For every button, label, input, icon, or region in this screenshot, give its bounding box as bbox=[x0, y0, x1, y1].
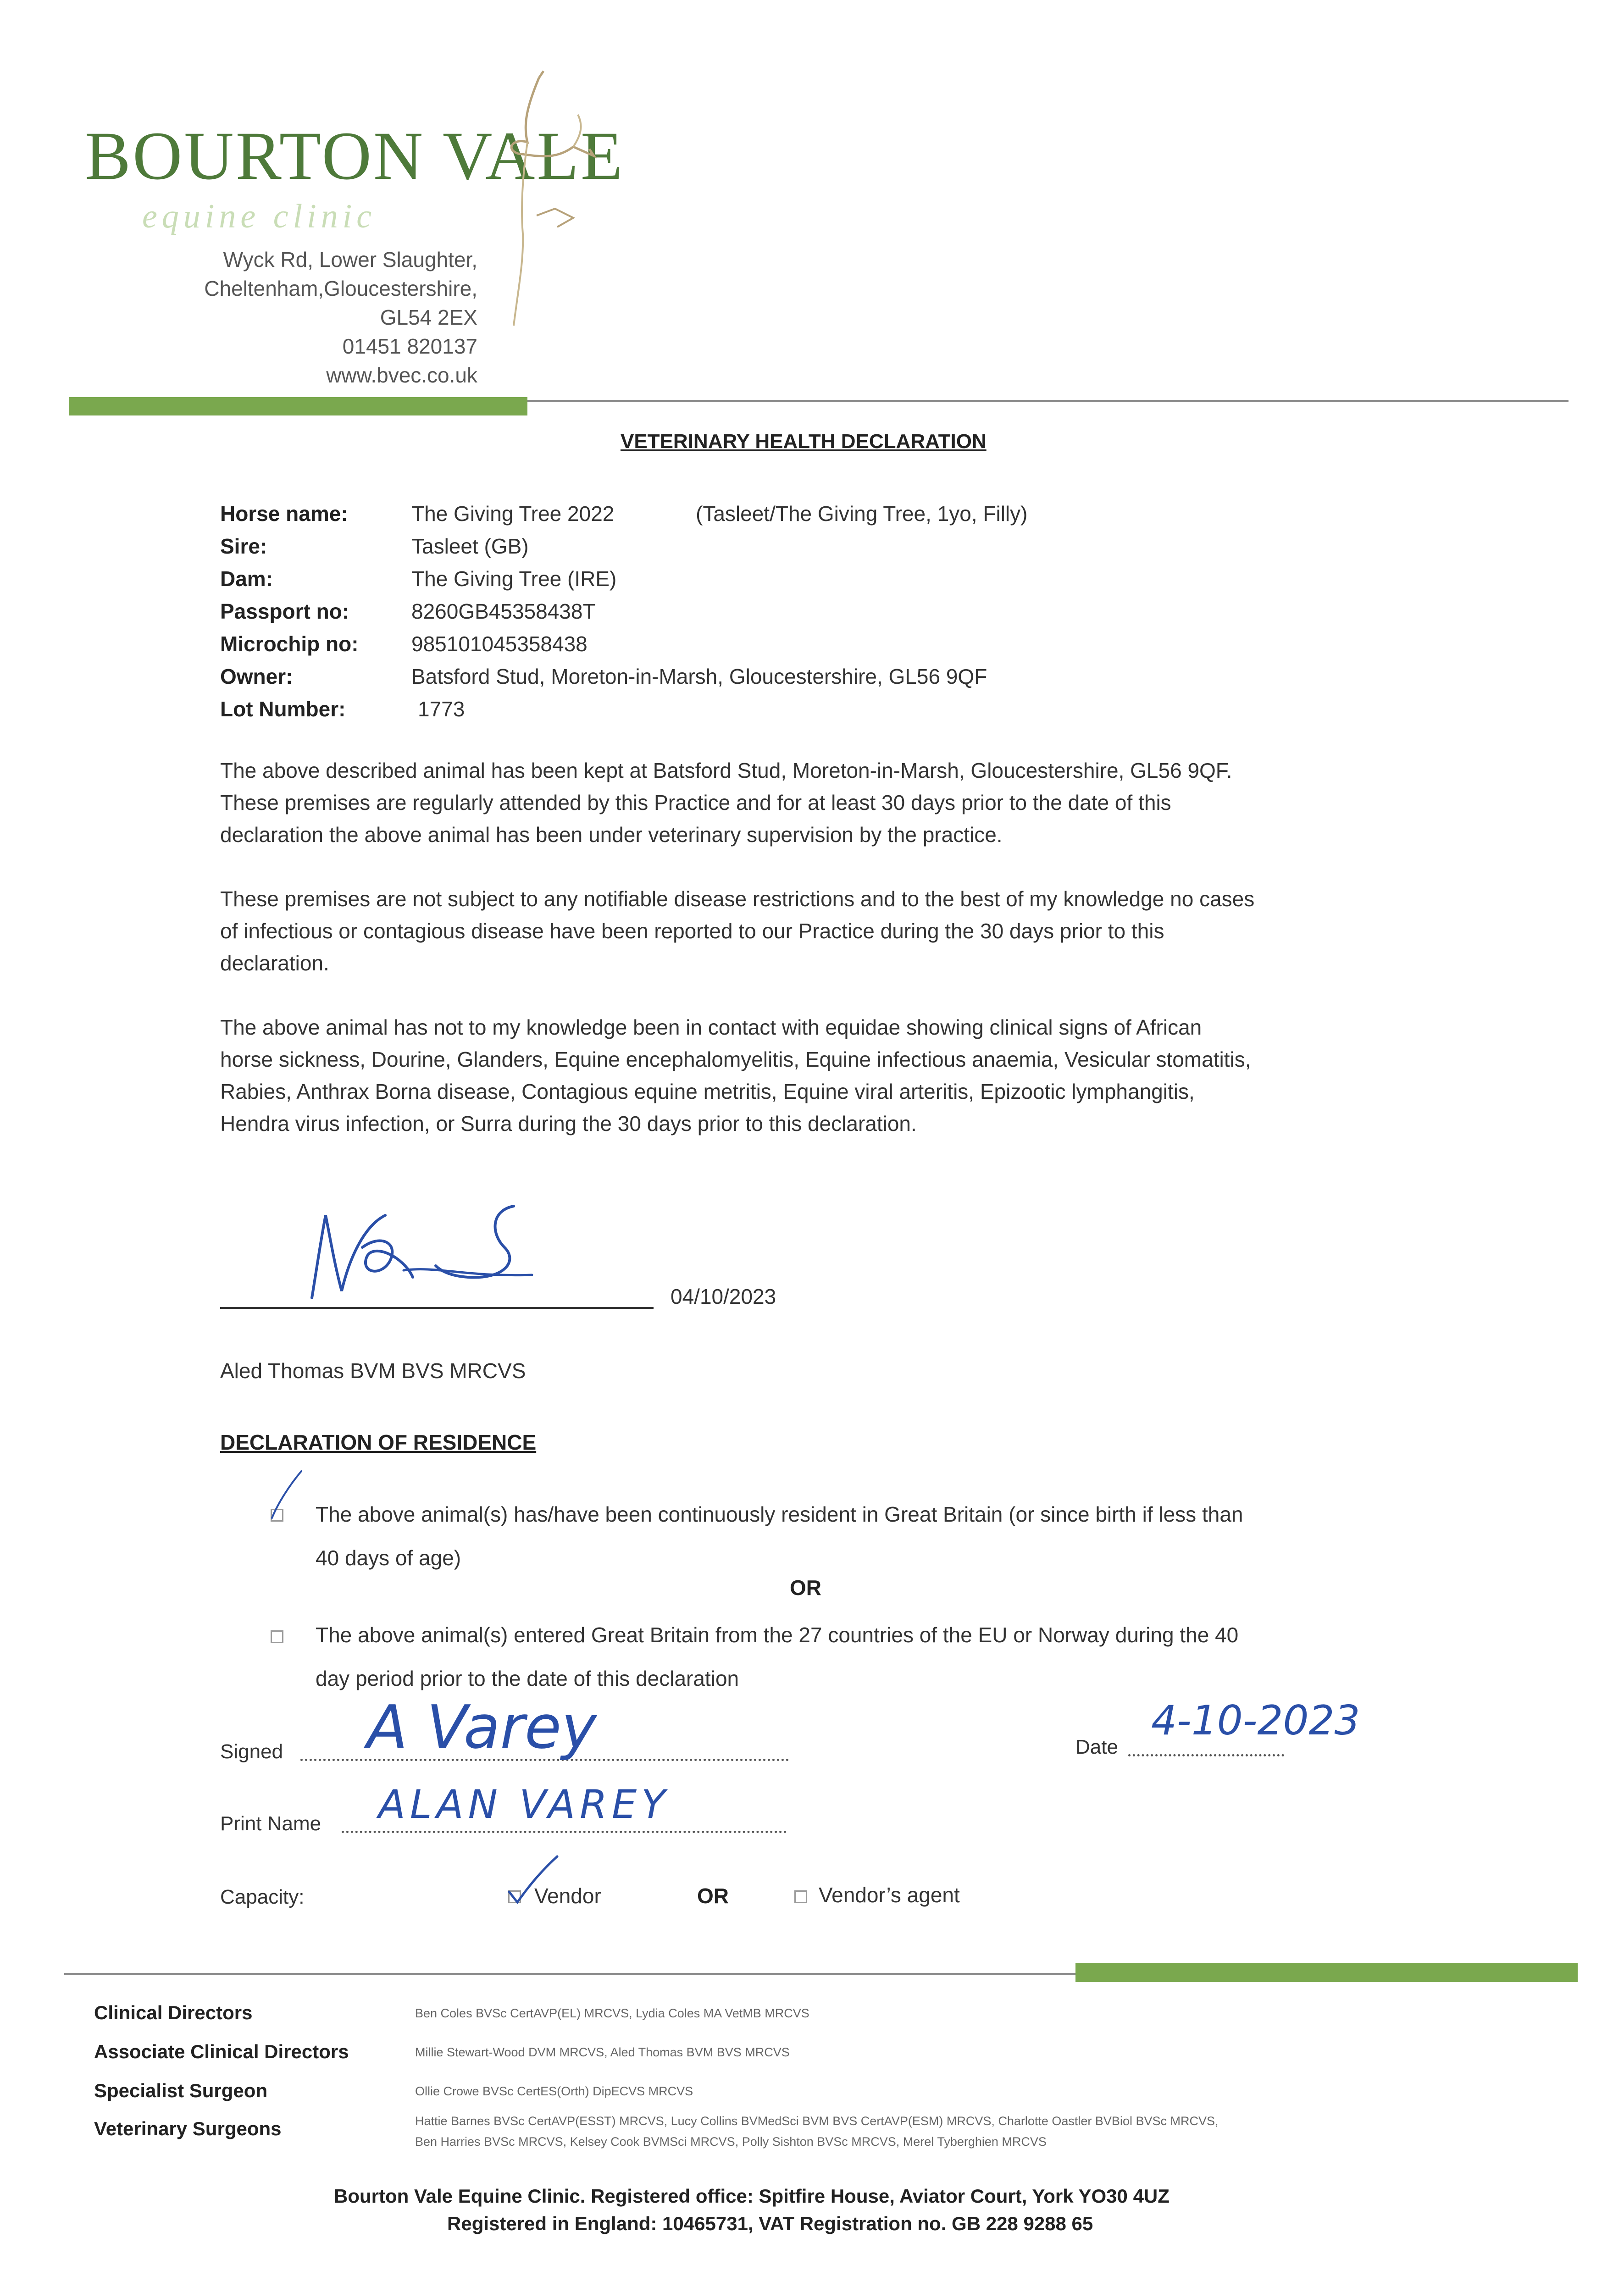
header-green-bar bbox=[69, 397, 527, 415]
text-line: Hendra virus infection, or Surra during the 30 days prior to this declaration. bbox=[220, 1112, 917, 1135]
footer-value: Hattie Barnes BVSc CertAVP(ESST) MRCVS, Lucy Collins BVMedSci BVM BVS CertAVP(ESM) MRCVS, Charlotte Oastler BVBiol BVSc MRCVS, bbox=[415, 2114, 1219, 2128]
document-title: VETERINARY HEALTH DECLARATION bbox=[621, 430, 987, 453]
premises-paragraph bbox=[220, 754, 1436, 851]
lot-number-label: Lot Number: bbox=[220, 697, 346, 721]
text-line: The above animal has not to my knowledge been in contact with equidae showing clinical signs of African bbox=[220, 1015, 1202, 1039]
footer-value: Ben Harries BVSc MRCVS, Kelsey Cook BVMSci MRCVS, Polly Sishton BVSc MRCVS, Merel Tyberghien MRCVS bbox=[415, 2135, 1047, 2149]
lot-number-value: 1773 bbox=[418, 697, 465, 721]
contact-paragraph bbox=[220, 1011, 1436, 1140]
text-line: The above described animal has been kept at Batsford Stud, Moreton-in-Marsh, Gloucestershire, GL56 9QF. bbox=[220, 759, 1232, 782]
passport-value: 8260GB45358438T bbox=[411, 599, 596, 623]
vendor-date: 4-10-2023 bbox=[1151, 1697, 1360, 1744]
header-divider bbox=[527, 400, 1569, 402]
text-line: Rabies, Anthrax Borna disease, Contagious equine metritis, Equine viral arteritis, Epizootic lymphangitis, bbox=[220, 1080, 1195, 1103]
checkmark-icon bbox=[268, 1468, 305, 1527]
horse-name-value: The Giving Tree 2022 bbox=[411, 502, 615, 526]
residence-or: OR bbox=[790, 1576, 821, 1600]
text-line: The above animal(s) entered Great Britain from the 27 countries of the EU or Norway during the 40 bbox=[316, 1623, 1239, 1647]
print-name-line bbox=[342, 1831, 787, 1833]
vendors-agent-checkbox[interactable] bbox=[794, 1890, 807, 1903]
address-phone: 01451 820137 bbox=[342, 334, 477, 358]
text-line: day period prior to the date of this declaration bbox=[316, 1667, 739, 1690]
capacity-label: Capacity: bbox=[220, 1886, 305, 1908]
vendors-agent-option: Vendor’s agent bbox=[819, 1883, 960, 1907]
horse-head-logo-icon bbox=[477, 69, 615, 330]
vet-date: 04/10/2023 bbox=[671, 1285, 776, 1308]
clinic-subtitle: equine clinic bbox=[142, 198, 377, 235]
text-line: 40 days of age) bbox=[316, 1546, 461, 1570]
footer-green-bar bbox=[1075, 1963, 1578, 1982]
horse-name-note: (Tasleet/The Giving Tree, 1yo, Filly) bbox=[696, 502, 1028, 526]
footer-label: Specialist Surgeon bbox=[94, 2080, 268, 2101]
signed-label: Signed bbox=[220, 1740, 283, 1763]
text-line: These premises are not subject to any notifiable disease restrictions and to the best of my knowledge no cases bbox=[220, 887, 1255, 911]
address-website[interactable]: www.bvec.co.uk bbox=[326, 363, 477, 387]
footer-value: Ollie Crowe BVSc CertES(Orth) DipECVS MRCVS bbox=[415, 2084, 693, 2098]
registered-office: Bourton Vale Equine Clinic. Registered office: Spitfire House, Aviator Court, York YO30 4UZ bbox=[334, 2185, 1170, 2207]
capacity-or: OR bbox=[697, 1884, 729, 1908]
date-line bbox=[1128, 1754, 1284, 1756]
entered-gb-option-text bbox=[316, 1613, 1238, 1700]
entered-gb-checkbox[interactable] bbox=[271, 1630, 283, 1643]
owner-label: Owner: bbox=[220, 665, 293, 688]
sire-label: Sire: bbox=[220, 534, 267, 558]
text-line: horse sickness, Dourine, Glanders, Equine encephalomyelitis, Equine infectious anaemia, Vesicular stomatitis, bbox=[220, 1047, 1251, 1071]
footer-label: Veterinary Surgeons bbox=[94, 2118, 282, 2139]
vendor-print-name: ALAN VAREY bbox=[378, 1782, 670, 1828]
footer-value: Millie Stewart-Wood DVM MRCVS, Aled Thomas BVM BVS MRCVS bbox=[415, 2045, 790, 2059]
footer-value: Ben Coles BVSc CertAVP(EL) MRCVS, Lydia Coles MA VetMB MRCVS bbox=[415, 2006, 809, 2020]
vet-signature-line bbox=[220, 1307, 654, 1309]
date-label: Date bbox=[1075, 1736, 1118, 1758]
vet-signature bbox=[275, 1197, 560, 1312]
dam-label: Dam: bbox=[220, 567, 273, 591]
text-line: declaration the above animal has been under veterinary supervision by the practice. bbox=[220, 823, 1003, 847]
resident-gb-option-text bbox=[316, 1493, 1243, 1580]
text-line: of infectious or contagious disease have been reported to our Practice during the 30 days prior to this bbox=[220, 919, 1164, 943]
address-line: Wyck Rd, Lower Slaughter, bbox=[223, 248, 477, 271]
text-line: declaration. bbox=[220, 951, 329, 975]
address-line: Cheltenham,Gloucestershire, bbox=[204, 277, 477, 300]
footer-label: Clinical Directors bbox=[94, 2002, 253, 2023]
owner-value: Batsford Stud, Moreton-in-Marsh, Gloucestershire, GL56 9QF bbox=[411, 665, 987, 688]
passport-label: Passport no: bbox=[220, 599, 349, 623]
microchip-label: Microchip no: bbox=[220, 632, 359, 656]
footer-label: Associate Clinical Directors bbox=[94, 2041, 349, 2062]
registration-numbers: Registered in England: 10465731, VAT Registration no. GB 228 9288 65 bbox=[447, 2213, 1093, 2234]
text-line: The above animal(s) has/have been continuously resident in Great Britain (or since birth if less than bbox=[316, 1502, 1243, 1526]
address-line: GL54 2EX bbox=[380, 305, 477, 329]
clinic-brand: BOURTON VALE bbox=[85, 118, 625, 194]
vendor-option: Vendor bbox=[534, 1884, 601, 1908]
footer-divider bbox=[64, 1973, 1075, 1975]
microchip-value: 985101045358438 bbox=[411, 632, 588, 656]
vet-name: Aled Thomas BVM BVS MRCVS bbox=[220, 1359, 526, 1383]
vendor-signature: A Varey bbox=[367, 1692, 597, 1762]
text-line: These premises are regularly attended by this Practice and for at least 30 days prior to the date of this bbox=[220, 791, 1171, 814]
disease-restrictions-paragraph bbox=[220, 883, 1436, 979]
horse-name-label: Horse name: bbox=[220, 502, 348, 526]
print-name-label: Print Name bbox=[220, 1812, 321, 1835]
sire-value: Tasleet (GB) bbox=[411, 534, 529, 558]
residence-title: DECLARATION OF RESIDENCE bbox=[220, 1430, 537, 1454]
dam-value: The Giving Tree (IRE) bbox=[411, 567, 617, 591]
